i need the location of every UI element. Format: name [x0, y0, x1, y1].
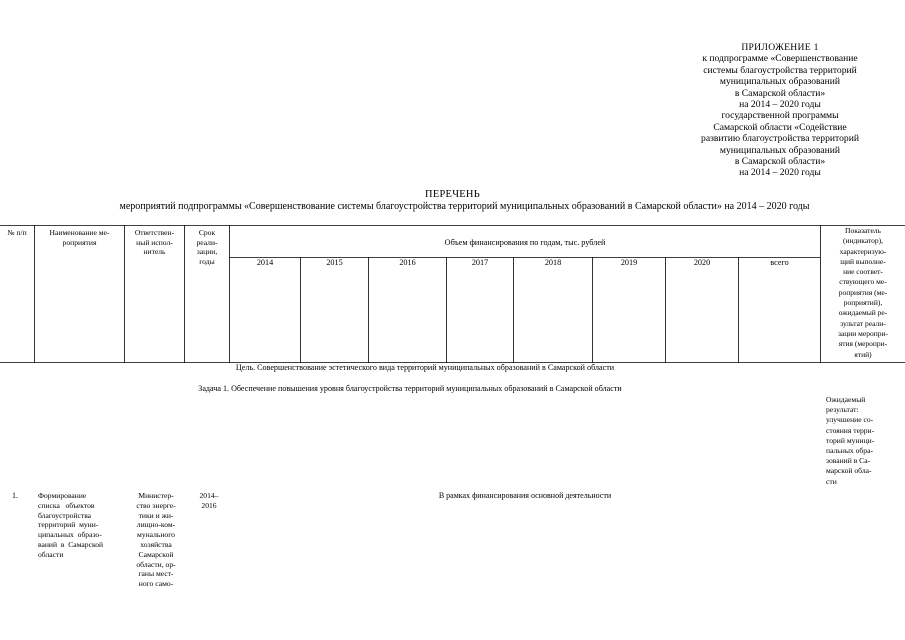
row-responsible-line: ного само- — [138, 579, 174, 589]
expected-line: торий муници- — [826, 435, 875, 445]
row-name-line: Формирование — [38, 491, 87, 500]
appendix-line: на 2014 – 2020 годы — [739, 167, 821, 179]
header-term-line: Срок — [198, 228, 216, 237]
goal-text: Цель. Совершенствование эстетического вида территорий муниципальных образований в Самарской области — [235, 363, 615, 372]
indicator-line: ние соответ- — [843, 267, 883, 277]
header-responsible-line: ный испол- — [136, 237, 173, 247]
appendix-line: муниципальных образований — [719, 76, 841, 88]
row-name — [38, 491, 124, 560]
header-term-line: годы — [199, 256, 215, 266]
header-indicator — [819, 226, 905, 360]
header-term — [185, 228, 229, 266]
row-term-line: 2016 — [201, 500, 217, 510]
expected-result — [826, 395, 905, 487]
row-name-line: территорий муни- — [38, 520, 99, 530]
expected-line: марской обла- — [826, 466, 872, 476]
header-num-text: № п/п — [7, 228, 27, 237]
indicator-line: характеризую- — [839, 246, 887, 256]
row-name-line: области — [38, 549, 64, 559]
row-responsible-line: мунального — [137, 530, 175, 540]
indicator-line: (индикатор), — [842, 236, 884, 246]
indicator-line: ожидаемый ре- — [838, 308, 888, 318]
row-responsible-line: области, ор- — [136, 559, 176, 569]
indicator-line: щий выполне- — [840, 256, 886, 266]
indicator-line: Показатель — [845, 226, 881, 235]
indicator-line: роприятия (ме- — [838, 287, 888, 297]
year-header-2018: 2018 — [544, 258, 562, 267]
year-header-2019: 2019 — [620, 258, 638, 267]
row-term — [190, 491, 228, 511]
expected-line: стояния терри- — [826, 425, 875, 435]
header-name — [35, 228, 124, 247]
year-header-2015: 2015 — [326, 258, 343, 267]
expected-line: результат: — [826, 405, 859, 415]
header-funding: Объем финансирования по годам, тыс. рублей — [444, 238, 606, 247]
expected-line: зований в Са- — [826, 456, 871, 466]
header-term-line: зации, — [196, 247, 218, 257]
row-responsible-line: лищно-ком- — [136, 520, 176, 530]
indicator-line: ятия (меропри- — [838, 339, 888, 349]
header-name-line: роприятия — [62, 237, 97, 247]
document-title: ПЕРЕЧЕНЬ — [425, 189, 480, 200]
row-name-line: ваний в Самарской — [38, 539, 104, 549]
header-responsible-line: Ответствен- — [134, 228, 175, 237]
appendix-line: муниципальных образований — [719, 144, 841, 156]
row-name-line: ципальных образо- — [38, 530, 102, 540]
row-num: 1. — [12, 491, 18, 500]
appendix-line: системы благоустройства территорий — [703, 64, 857, 76]
expected-line: пальных обра- — [826, 446, 873, 456]
header-responsible-line: нитель — [143, 247, 166, 257]
row-responsible-line: ганы мест- — [138, 569, 174, 579]
indicator-line: зации меропри- — [837, 328, 889, 338]
row-responsible-line: тики и жи- — [138, 510, 174, 520]
row-responsible-line: хозяйства — [140, 539, 172, 549]
task-text: Задача 1. Обеспечение повышения уровня благоустройства территорий муниципальных образований в Самарской области — [198, 384, 622, 393]
appendix-line: ПРИЛОЖЕНИЕ 1 — [741, 42, 819, 53]
appendix-line: к подпрограмме «Совершенствование — [702, 53, 858, 65]
indicator-line: роприятий), — [843, 298, 883, 308]
header-num — [0, 228, 34, 238]
row-name-line: списка объектов — [38, 500, 95, 510]
appendix-line: на 2014 – 2020 годы — [739, 99, 821, 111]
appendix-line: в Самарской области» — [734, 87, 826, 99]
year-header-2020: 2020 — [693, 258, 711, 267]
row-term-line: 2014– — [199, 491, 219, 500]
year-header-2014: 2014 — [256, 258, 274, 267]
row-responsible-line: Министер- — [138, 491, 174, 500]
year-header-2016: 2016 — [399, 258, 416, 267]
row-funding-note: В рамках финансирования основной деятельности — [438, 491, 612, 500]
document-subtitle: мероприятий подпрограммы «Совершенствование системы благоустройства территорий муниципальных образований в Самарской области» на 2014 – 2020 годы — [119, 201, 810, 212]
indicator-line: зультат реали- — [840, 318, 886, 328]
appendix-line: в Самарской области» — [734, 156, 826, 168]
header-responsible — [125, 228, 184, 257]
expected-line: улучшение со- — [826, 415, 874, 425]
row-name-line: благоустройства — [38, 510, 92, 520]
appendix-line: развитию благоустройства территорий — [701, 133, 859, 145]
appendix-line: Самарской области «Содействие — [713, 121, 847, 133]
indicator-line: ятий) — [854, 349, 872, 359]
appendix-line: государственной программы — [721, 110, 839, 122]
indicator-line: ствующего ме- — [839, 277, 887, 287]
expected-line: сти — [826, 476, 837, 486]
year-header-total: всего — [770, 258, 789, 267]
header-term-line: реали- — [196, 237, 218, 247]
header-name-line: Наименование ме- — [49, 228, 110, 237]
row-responsible — [127, 491, 185, 589]
row-responsible-line: ство энерге- — [136, 500, 176, 510]
expected-line: Ожидаемый — [826, 395, 866, 404]
appendix-header — [650, 42, 905, 179]
row-responsible-line: Самарской — [138, 549, 174, 559]
year-header-2017: 2017 — [471, 258, 489, 267]
